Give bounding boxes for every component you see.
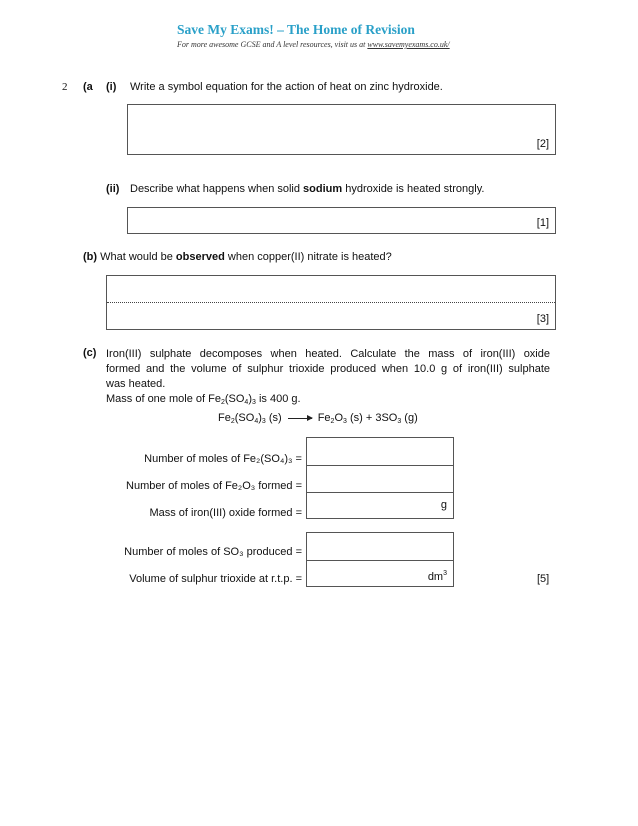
- decomposition-equation: $Fe_2(SO_4)_3$ (s) $Fe_2O_3$ $(s) + 3SO_3$ (g): [218, 412, 418, 425]
- label-volume-so3: Volume of sulphur trioxide at r.t.p. =: [129, 573, 302, 585]
- part-c-line2: formed and the volume of sulphur trioxide produced when 10.0 g of iron(III) sulphate: [106, 363, 550, 375]
- answer-box-b[interactable]: [106, 275, 556, 330]
- part-c-label: (c): [83, 347, 97, 359]
- part-c-line1: Iron(III) sulphate decomposes when heated. Calculate the mass of iron(III) oxide: [106, 348, 550, 360]
- part-a-i-label: (i): [106, 81, 117, 93]
- site-link[interactable]: www.savemyexams.co.uk/: [367, 40, 450, 49]
- answer-cell-mass-iron-oxide[interactable]: [307, 492, 453, 519]
- answer-table-group1: [306, 437, 454, 519]
- part-c-text: [106, 347, 550, 407]
- unit-dm3: $dm^3$: [427, 570, 447, 583]
- label-moles-fe2so43: Number of moles of Fe₂(SO₄)₃ =: [144, 453, 302, 465]
- site-subtitle: [177, 40, 450, 49]
- answer-cell-moles-fe2so43[interactable]: [307, 438, 453, 466]
- part-b-bold: observed: [175, 251, 225, 263]
- marks-a-i: [2]: [536, 138, 549, 150]
- label-mass-iron-oxide: Mass of iron(III) oxide formed =: [149, 507, 302, 519]
- part-a-ii-text-start: Describe what happens when solid: [130, 183, 304, 195]
- label-moles-fe2o3: Number of moles of Fe₂O₃ formed =: [126, 480, 302, 492]
- part-a-ii-text-end: hydroxide is heated strongly.: [342, 183, 485, 195]
- answer-box-a-ii[interactable]: [127, 207, 556, 234]
- question-number: 2: [62, 81, 68, 93]
- subtitle-text: For more awesome GCSE and A level resources, visit us at: [177, 40, 368, 49]
- site-title: Save My Exams! – The Home of Revision: [177, 22, 415, 37]
- part-c-line4: Mass of one mole of $Fe_2(SO_4)_3$ is 400 g.: [106, 393, 301, 406]
- part-a-i-text: Write a symbol equation for the action of heat on zinc hydroxide.: [130, 81, 443, 93]
- answer-cell-moles-so3[interactable]: [307, 533, 453, 561]
- part-b-text-end: when copper(II) nitrate is heated?: [224, 251, 392, 263]
- unit-g: g: [440, 499, 447, 511]
- part-a-ii-text: [130, 183, 484, 195]
- label-moles-so3: Number of moles of SO₃ produced =: [124, 546, 302, 558]
- answer-cell-moles-fe2o3[interactable]: [307, 465, 453, 493]
- answer-cell-volume-so3[interactable]: [307, 560, 453, 587]
- part-a-label: (a: [83, 81, 93, 93]
- part-b-label: (b): [83, 251, 98, 263]
- part-a-ii-label: (ii): [106, 183, 120, 195]
- reaction-arrow-icon: [288, 418, 312, 419]
- part-b-text: [83, 251, 392, 263]
- answer-table-group2: [306, 532, 454, 587]
- part-a-ii-bold: sodium: [303, 183, 343, 195]
- marks-b: [3]: [536, 313, 549, 325]
- marks-a-ii: [1]: [536, 217, 549, 229]
- part-c-line3: was heated.: [106, 378, 166, 390]
- marks-c: [5]: [537, 573, 550, 585]
- part-b-text-start: What would be: [97, 251, 176, 263]
- answer-box-a-i[interactable]: [127, 104, 556, 155]
- dotted-answer-line: [107, 302, 555, 303]
